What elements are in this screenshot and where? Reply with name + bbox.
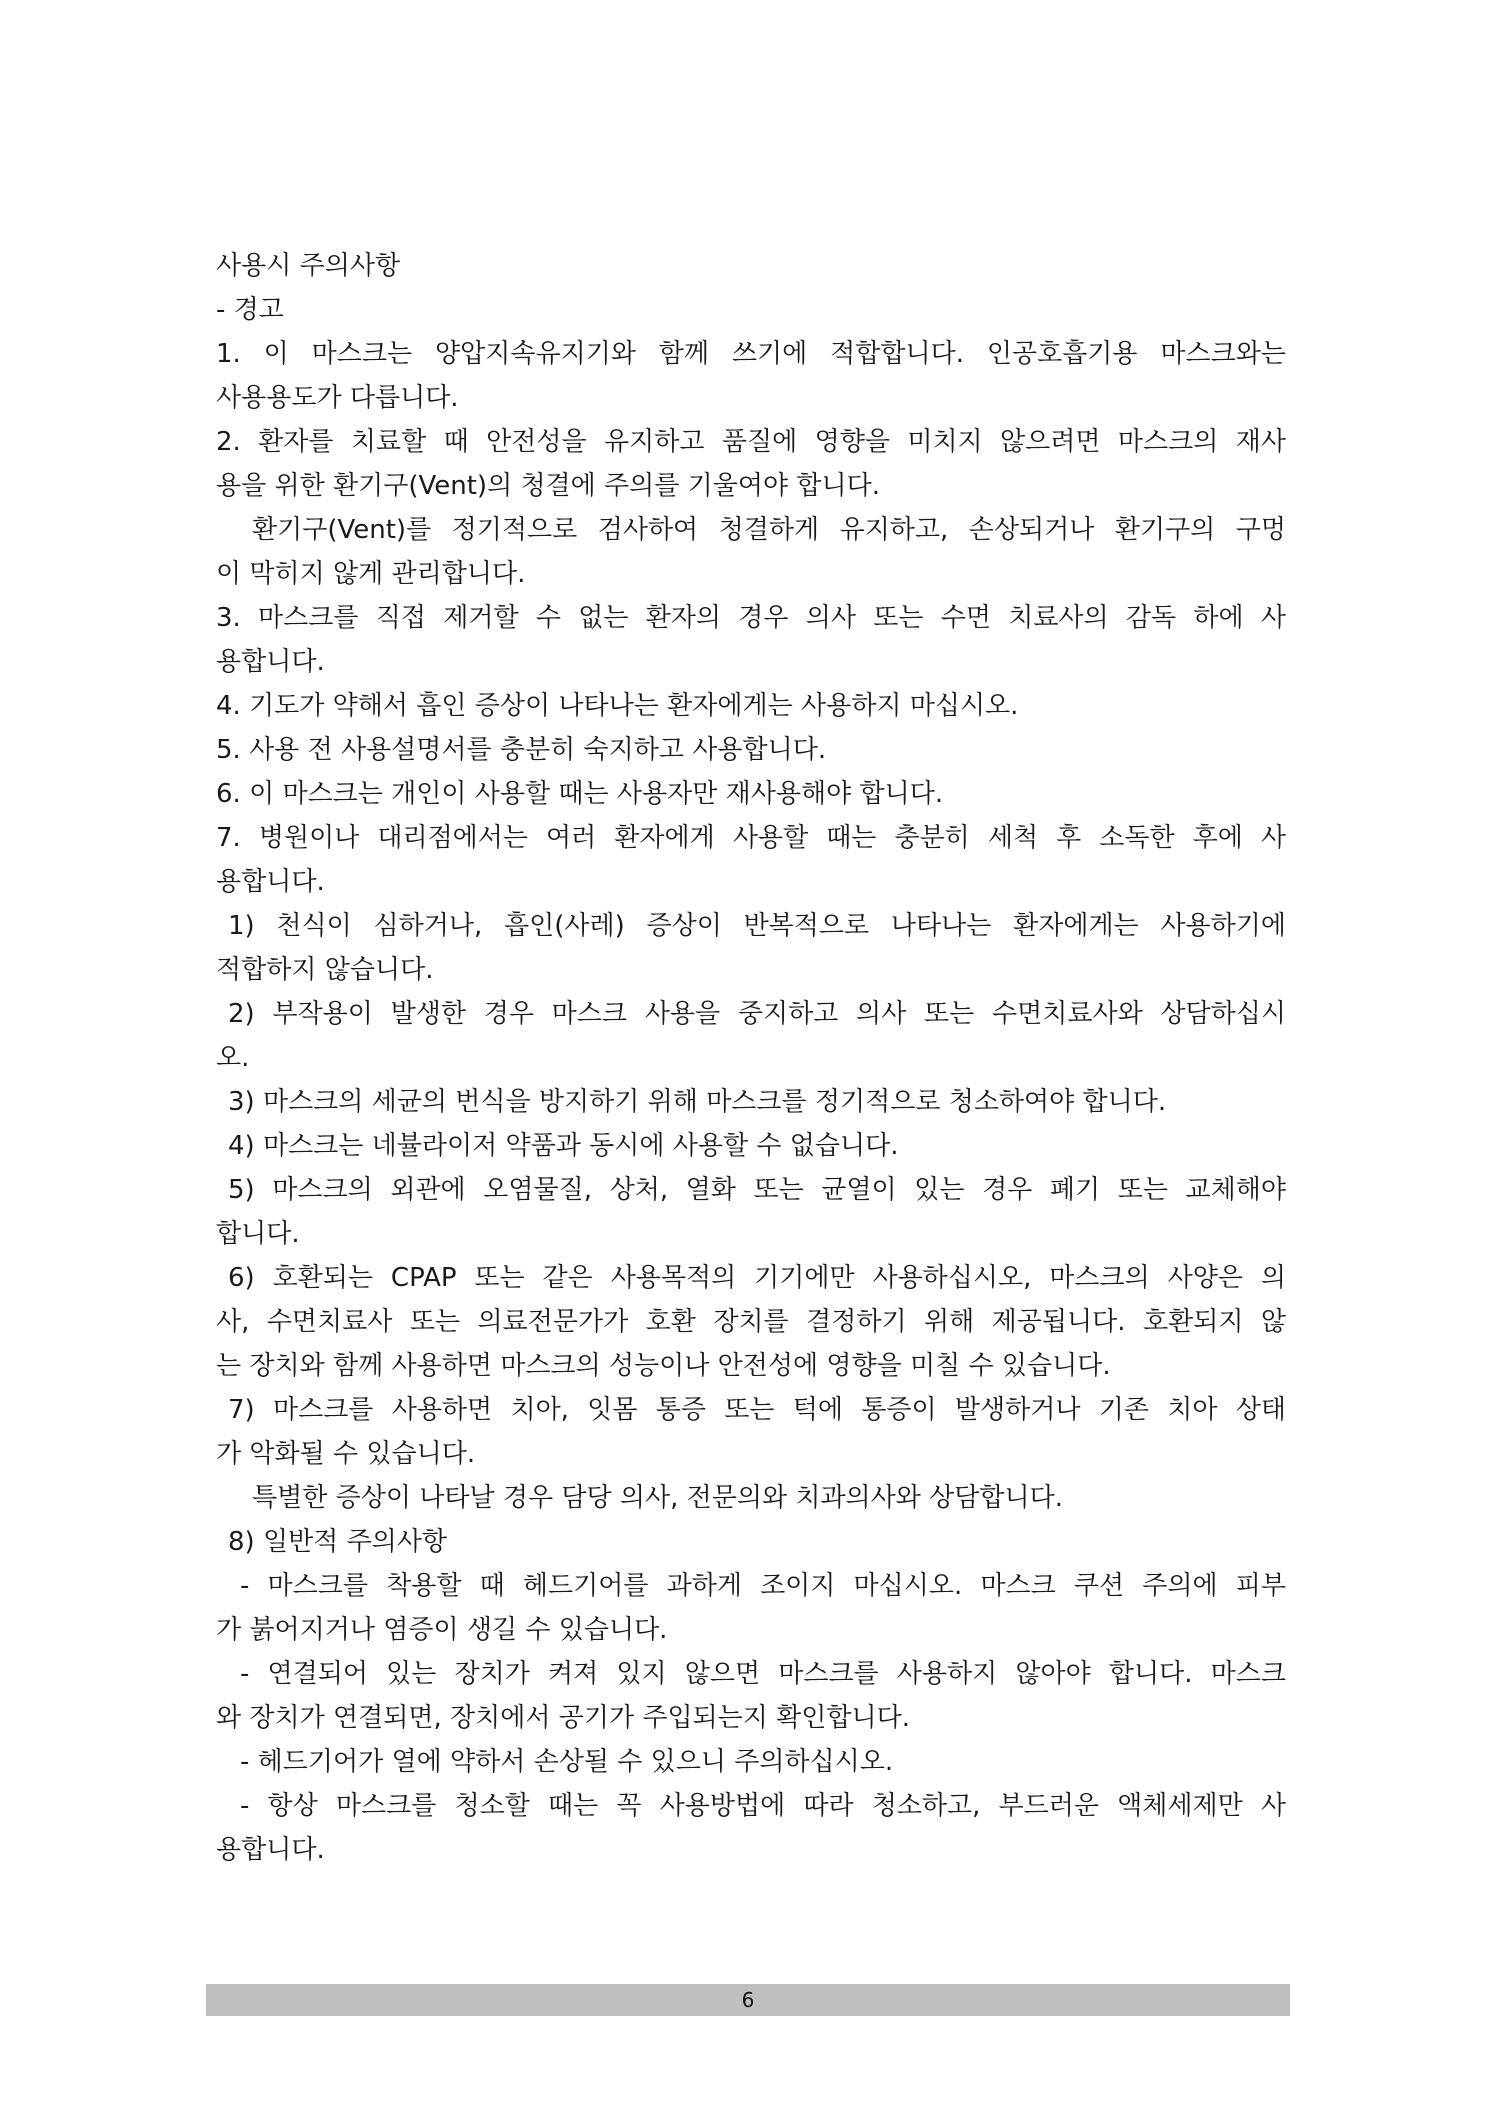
text-line: 용합니다. xyxy=(216,867,325,897)
text-line: 4. 기도가 약해서 흡인 증상이 나타나는 환자에게는 사용하지 마십시오. xyxy=(216,691,1019,721)
text-line: 오. xyxy=(216,1043,250,1073)
text-line: 6. 이 마스크는 개인이 사용할 때는 사용자만 재사용해야 합니다. xyxy=(216,779,944,809)
text-line: 1) 천식이 심하거나, 흡인(사레) 증상이 반복적으로 나타나는 환자에게는 사용하기에 xyxy=(228,911,1286,941)
text-line: - 헤드기어가 열에 약하서 손상될 수 있으니 주의하십시오. xyxy=(240,1747,894,1777)
text-line: 환기구(Vent)를 정기적으로 검사하여 청결하게 유지하고, 손상되거나 환기구의 구멍 xyxy=(252,515,1286,545)
text-line: 용합니다. xyxy=(216,1835,325,1865)
text-line: - 마스크를 착용할 때 헤드기어를 과하게 조이지 마십시오. 마스크 쿠션 주의에 피부 xyxy=(240,1571,1286,1601)
page-footer xyxy=(206,1984,1290,2016)
text-line: 용합니다. xyxy=(216,647,325,677)
text-line: 합니다. xyxy=(216,1219,300,1249)
text-line: 3) 마스크의 세균의 번식을 방지하기 위해 마스크를 정기적으로 청소하여야 합니다. xyxy=(228,1087,1167,1117)
text-line: 가 악화될 수 있습니다. xyxy=(216,1439,476,1469)
text-line: 6) 호환되는 CPAP 또는 같은 사용목적의 기기에만 사용하십시오, 마스크의 사양은 의 xyxy=(228,1263,1286,1293)
text-line: 1. 이 마스크는 양압지속유지기와 함께 쓰기에 적합합니다. 인공호흡기용 마스크와는 xyxy=(216,339,1286,369)
text-line: - 항상 마스크를 청소할 때는 꼭 사용방법에 따라 청소하고, 부드러운 액체세제만 사 xyxy=(240,1791,1286,1821)
text-line: 7) 마스크를 사용하면 치아, 잇몸 통증 또는 턱에 통증이 발생하거나 기존 치아 상태 xyxy=(228,1395,1286,1425)
text-line: 8) 일반적 주의사항 xyxy=(228,1527,448,1557)
text-line: 사용시 주의사항 xyxy=(216,251,401,281)
text-line: 적합하지 않습니다. xyxy=(216,955,434,985)
text-line: 특별한 증상이 나타날 경우 담당 의사, 전문의와 치과의사와 상담합니다. xyxy=(252,1483,1064,1513)
text-line: - 연결되어 있는 장치가 켜져 있지 않으면 마스크를 사용하지 않아야 합니다. 마스크 xyxy=(240,1659,1286,1689)
text-line: - 경고 xyxy=(216,295,284,325)
text-line: 사용용도가 다릅니다. xyxy=(216,383,459,413)
text-line: 5) 마스크의 외관에 오염물질, 상처, 열화 또는 균열이 있는 경우 폐기 또는 교체해야 xyxy=(228,1175,1286,1205)
text-line: 용을 위한 환기구(Vent)의 청결에 주의를 기울여야 합니다. xyxy=(216,471,881,501)
text-line: 는 장치와 함께 사용하면 마스크의 성능이나 안전성에 영향을 미칠 수 있습니다. xyxy=(216,1351,1111,1381)
text-line: 이 막히지 않게 관리합니다. xyxy=(216,559,526,589)
document-body xyxy=(216,244,1286,1872)
text-line: 3. 마스크를 직접 제거할 수 없는 환자의 경우 의사 또는 수면 치료사의 감독 하에 사 xyxy=(216,603,1286,633)
text-line: 사, 수면치료사 또는 의료전문가가 호환 장치를 결정하기 위해 제공됩니다. 호환되지 않 xyxy=(216,1307,1286,1337)
text-line: 4) 마스크는 네뷸라이저 약품과 동시에 사용할 수 없습니다. xyxy=(228,1131,899,1161)
text-line: 와 장치가 연결되면, 장치에서 공기가 주입되는지 확인합니다. xyxy=(216,1703,911,1733)
text-line: 가 붉어지거나 염증이 생길 수 있습니다. xyxy=(216,1615,668,1645)
text-line: 7. 병원이나 대리점에서는 여러 환자에게 사용할 때는 충분히 세척 후 소독한 후에 사 xyxy=(216,823,1286,853)
text-line: 5. 사용 전 사용설명서를 충분히 숙지하고 사용합니다. xyxy=(216,735,827,765)
text-line: 2. 환자를 치료할 때 안전성을 유지하고 품질에 영향을 미치지 않으려면 마스크의 재사 xyxy=(216,427,1286,457)
text-line: 2) 부작용이 발생한 경우 마스크 사용을 중지하고 의사 또는 수면치료사와 상담하십시 xyxy=(228,999,1286,1029)
page-number: 6 xyxy=(741,1988,755,2012)
